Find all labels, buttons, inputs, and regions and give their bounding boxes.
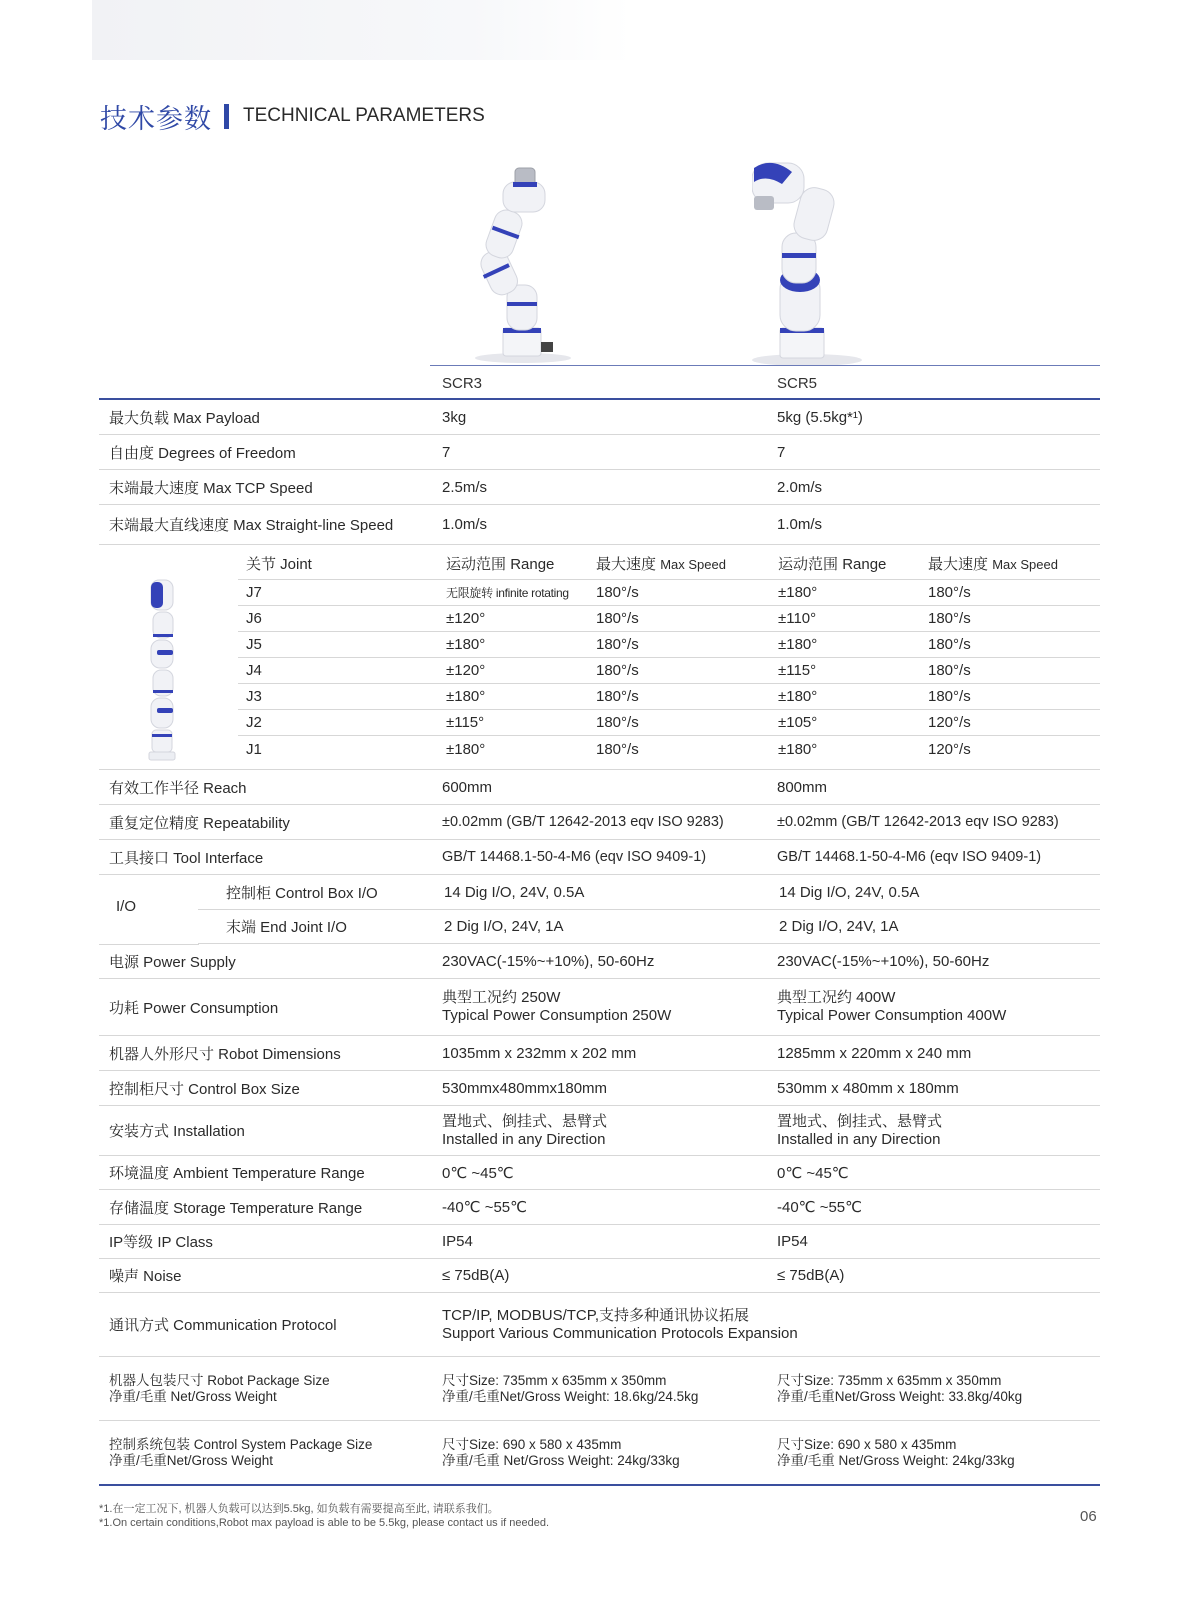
scr5-speed: 120°/s — [928, 714, 971, 731]
joint-name: J1 — [246, 740, 262, 758]
footnote — [99, 1502, 549, 1530]
table-row — [99, 470, 1100, 505]
row-label — [109, 1437, 372, 1469]
scr3-value: 0℃ ~45℃ — [442, 1164, 514, 1182]
speed-header-scr5 — [928, 553, 1058, 574]
scr3-value-line1: 置地式、倒挂式、悬臂式 — [442, 1112, 608, 1130]
joint-header: 关节 Joint — [246, 556, 312, 573]
scr3-value: ≤ 75dB(A) — [442, 1267, 510, 1284]
table-row — [99, 1190, 1100, 1225]
scr3-value: ±0.02mm (GB/T 12642-2013 eqv ISO 9283) — [442, 814, 724, 830]
io-row-label: 控制柜 Control Box I/O — [226, 885, 378, 902]
table-row — [99, 1071, 1100, 1106]
row-label: IP等级 IP Class — [109, 1234, 213, 1251]
io-row-label: 末端 End Joint I/O — [226, 919, 347, 936]
joint-row — [238, 606, 1100, 632]
table-row — [99, 435, 1100, 470]
top-banner-band — [92, 0, 632, 60]
table-row — [99, 840, 1100, 875]
speed-header-en: Max Speed — [992, 557, 1058, 572]
comm-value-line2: Support Various Communication Protocols Expansion — [442, 1324, 798, 1342]
joint-row — [238, 684, 1100, 710]
scr3-value: 1.0m/s — [442, 516, 488, 533]
table-row — [99, 505, 1100, 545]
row-label: 有效工作半径 Reach — [109, 779, 247, 797]
row-label: 自由度 Degrees of Freedom — [109, 444, 296, 462]
row-label: 机器人外形尺寸 Robot Dimensions — [109, 1045, 341, 1063]
scr3-range: ±180° — [446, 740, 486, 758]
scr3-value — [442, 1373, 698, 1405]
scr3-value-line2: Installed in any Direction — [442, 1130, 606, 1148]
row-label: 安装方式 Installation — [109, 1123, 245, 1140]
joint-row — [238, 710, 1100, 736]
joint-row — [238, 658, 1100, 684]
row-label: 环境温度 Ambient Temperature Range — [109, 1165, 365, 1182]
scr5-value-line1: 尺寸Size: 690 x 580 x 435mm — [777, 1436, 957, 1452]
speed-header-scr3 — [596, 553, 726, 574]
joint-name: J7 — [246, 584, 262, 601]
comm-value — [442, 1307, 798, 1343]
footnote-cn: *1.在一定工况下, 机器人负载可以达到5.5kg, 如负载有需要提高至此, 请联系我们。 — [99, 1503, 499, 1515]
row-label: 存储温度 Storage Temperature Range — [109, 1199, 363, 1217]
row-label-line2: 净重/毛重 Net/Gross Weight — [109, 1388, 277, 1404]
table-row — [99, 805, 1100, 840]
io-label: I/O — [116, 898, 137, 915]
scr3-value: -40℃ ~55℃ — [442, 1199, 527, 1216]
table-row — [99, 1259, 1100, 1293]
joint-name: J5 — [246, 636, 262, 653]
scr5-range: ±180° — [778, 688, 818, 705]
scr5-value: 1.0m/s — [777, 516, 823, 533]
scr5-range: ±115° — [778, 662, 817, 679]
row-label: 末端最大直线速度 Max Straight-line Speed — [109, 517, 394, 534]
io-row — [198, 910, 1100, 944]
scr5-value — [777, 1113, 942, 1149]
scr3-value: GB/T 14468.1-50-4-M6 (eqv ISO 9409-1) — [442, 849, 707, 865]
scr3-range: ±115° — [446, 714, 485, 731]
table-row — [99, 770, 1100, 805]
joint-name: J6 — [246, 610, 262, 627]
scr5-range: ±180° — [778, 636, 818, 653]
scr3-value-line2: 净重/毛重Net/Gross Weight: 18.6kg/24.5kg — [442, 1388, 699, 1404]
range-header-en: Range — [510, 556, 555, 573]
scr5-value: GB/T 14468.1-50-4-M6 (eqv ISO 9409-1) — [777, 849, 1042, 865]
scr3-value-line1: 尺寸Size: 735mm x 635mm x 350mm — [442, 1372, 667, 1388]
title-accent-bar — [224, 104, 229, 129]
table-row — [99, 1106, 1100, 1156]
scr5-range: ±180° — [778, 740, 818, 758]
scr3-value: IP54 — [442, 1233, 473, 1250]
scr5-speed: 180°/s — [928, 636, 971, 653]
range-header-scr3 — [446, 553, 554, 574]
range-header-cn: 运动范围 — [446, 556, 507, 573]
scr5-speed: 180°/s — [928, 688, 971, 705]
row-label — [109, 1373, 330, 1405]
scr3-value: 230VAC(-15%~+10%), 50-60Hz — [442, 952, 655, 970]
scr5-value: 1285mm x 220mm x 240 mm — [777, 1044, 972, 1062]
range-header-scr5 — [778, 553, 886, 574]
table-row — [99, 1156, 1100, 1190]
table-row — [99, 944, 1100, 979]
scr3-value: 7 — [442, 443, 451, 461]
scr5-value: 2.0m/s — [777, 478, 823, 496]
scr5-value-line2: 净重/毛重 Net/Gross Weight: 24kg/33kg — [777, 1452, 1015, 1468]
table-row — [99, 1293, 1100, 1357]
table-row — [99, 1225, 1100, 1259]
scr5-range: ±105° — [778, 714, 818, 731]
scr3-value: 2.5m/s — [442, 478, 488, 496]
scr5-value: 14 Dig I/O, 24V, 0.5A — [779, 884, 920, 901]
scr5-value: ±0.02mm (GB/T 12642-2013 eqv ISO 9283) — [777, 814, 1059, 830]
scr3-value-line1: 典型工况约 250W — [442, 989, 561, 1006]
scr3-speed: 180°/s — [596, 688, 639, 705]
scr3-range: ±120° — [446, 662, 486, 679]
row-label: 重复定位精度 Repeatability — [109, 814, 290, 832]
row-label: 控制柜尺寸 Control Box Size — [109, 1080, 300, 1098]
row-label: 最大负载 Max Payload — [109, 409, 260, 427]
speed-header-en: Max Speed — [660, 557, 726, 572]
scr3-speed: 180°/s — [596, 636, 639, 653]
column-header-scr5: SCR5 — [777, 375, 818, 392]
joint-name: J3 — [246, 688, 262, 705]
io-row — [198, 876, 1100, 910]
joint-name: J2 — [246, 714, 262, 731]
joint-row — [238, 736, 1100, 762]
scr5-value-line1: 置地式、倒挂式、悬臂式 — [777, 1112, 943, 1130]
table-row — [99, 1421, 1100, 1484]
range-header-en: Range — [842, 556, 887, 573]
row-label-line1: 控制系统包装 Control System Package Size — [109, 1436, 373, 1452]
scr3-range: ±180° — [446, 688, 486, 705]
scr3-value-line1: 尺寸Size: 690 x 580 x 435mm — [442, 1436, 622, 1452]
table-row — [99, 979, 1100, 1036]
comm-value-line1: TCP/IP, MODBUS/TCP,支持多种通讯协议拓展 — [442, 1306, 749, 1324]
column-header-scr3: SCR3 — [442, 375, 483, 392]
page-number: 06 — [1080, 1508, 1097, 1525]
title-chinese: 技术参数 — [100, 103, 212, 134]
scr3-value: 1035mm x 232mm x 202 mm — [442, 1044, 637, 1062]
scr5-speed: 120°/s — [928, 740, 971, 758]
table-row — [99, 400, 1100, 435]
scr3-value: 600mm — [442, 778, 493, 796]
row-label-line2: 净重/毛重Net/Gross Weight — [109, 1452, 274, 1468]
robot-baseline — [430, 365, 1100, 366]
scr5-range: ±110° — [778, 610, 817, 627]
scr5-value: IP54 — [777, 1233, 808, 1250]
scr5-value: 5kg (5.5kg*¹) — [777, 408, 863, 426]
joint-header-row — [238, 548, 1100, 580]
scr5-value — [777, 1373, 1022, 1405]
scr5-speed: 180°/s — [928, 584, 971, 601]
scr5-value: 7 — [777, 443, 786, 461]
scr3-value: 530mmx480mmx180mm — [442, 1079, 608, 1097]
scr5-range: ±180° — [778, 584, 818, 601]
scr5-value: 800mm — [777, 778, 828, 796]
scr3-range: ±120° — [446, 610, 486, 627]
scr3-value — [442, 1437, 680, 1469]
scr5-value-line2: Installed in any Direction — [777, 1130, 941, 1148]
scr3-range: ±180° — [446, 636, 486, 653]
table-bottom-rule — [99, 1484, 1100, 1486]
scr5-value-line2: Typical Power Consumption 400W — [777, 1007, 1007, 1024]
scr3-speed: 180°/s — [596, 714, 639, 731]
joint-row — [238, 580, 1100, 606]
page-title — [100, 98, 485, 134]
table-row — [99, 1036, 1100, 1071]
footnote-en: *1.On certain conditions,Robot max payload is able to be 5.5kg, please contact us if needed. — [99, 1517, 550, 1529]
row-label-line1: 机器人包装尺寸 Robot Package Size — [109, 1372, 330, 1388]
scr5-value-line1: 尺寸Size: 735mm x 635mm x 350mm — [777, 1372, 1002, 1388]
robot-scr3-image — [455, 160, 585, 365]
joint-row — [238, 632, 1100, 658]
scr5-value: 0℃ ~45℃ — [777, 1164, 849, 1182]
scr3-value — [442, 1113, 607, 1149]
scr3-value: 2 Dig I/O, 24V, 1A — [444, 918, 564, 935]
joint-robot-figure — [147, 578, 177, 762]
scr3-range: 无限旋转 infinite rotating — [446, 586, 569, 600]
joint-name: J4 — [246, 662, 262, 679]
scr5-speed: 180°/s — [928, 610, 971, 627]
scr5-value-line2: 净重/毛重Net/Gross Weight: 33.8kg/40kg — [777, 1388, 1023, 1404]
scr5-value: ≤ 75dB(A) — [777, 1267, 845, 1284]
row-label: 工具接口 Tool Interface — [109, 849, 264, 867]
scr3-value — [442, 989, 671, 1025]
scr5-value — [777, 1437, 1015, 1469]
table-row — [99, 1357, 1100, 1421]
scr5-speed: 180°/s — [928, 662, 971, 679]
scr3-speed: 180°/s — [596, 740, 639, 758]
scr3-value-line2: Typical Power Consumption 250W — [442, 1007, 672, 1024]
scr5-value: 2 Dig I/O, 24V, 1A — [779, 918, 899, 935]
row-label: 通讯方式 Communication Protocol — [109, 1317, 337, 1334]
scr5-value — [777, 989, 1006, 1025]
row-label: 末端最大速度 Max TCP Speed — [109, 479, 313, 497]
scr3-value: 14 Dig I/O, 24V, 0.5A — [444, 884, 585, 901]
scr3-speed: 180°/s — [596, 610, 639, 627]
row-label: 功耗 Power Consumption — [109, 999, 279, 1017]
scr3-value-line2: 净重/毛重 Net/Gross Weight: 24kg/33kg — [442, 1452, 680, 1468]
range-header-cn: 运动范围 — [778, 556, 839, 573]
title-english: TECHNICAL PARAMETERS — [243, 105, 485, 126]
scr5-value: -40℃ ~55℃ — [777, 1199, 862, 1216]
speed-header-cn: 最大速度 — [596, 556, 657, 573]
scr5-value: 230VAC(-15%~+10%), 50-60Hz — [777, 952, 990, 970]
scr3-value: 3kg — [442, 408, 467, 426]
robot-scr5-image — [752, 158, 882, 368]
scr3-speed: 180°/s — [596, 584, 639, 601]
row-label: 电源 Power Supply — [109, 953, 236, 971]
scr5-value: 530mm x 480mm x 180mm — [777, 1079, 959, 1097]
speed-header-cn: 最大速度 — [928, 556, 989, 573]
scr3-speed: 180°/s — [596, 662, 639, 679]
scr5-value-line1: 典型工况约 400W — [777, 989, 896, 1006]
row-label: 噪声 Noise — [109, 1268, 182, 1285]
